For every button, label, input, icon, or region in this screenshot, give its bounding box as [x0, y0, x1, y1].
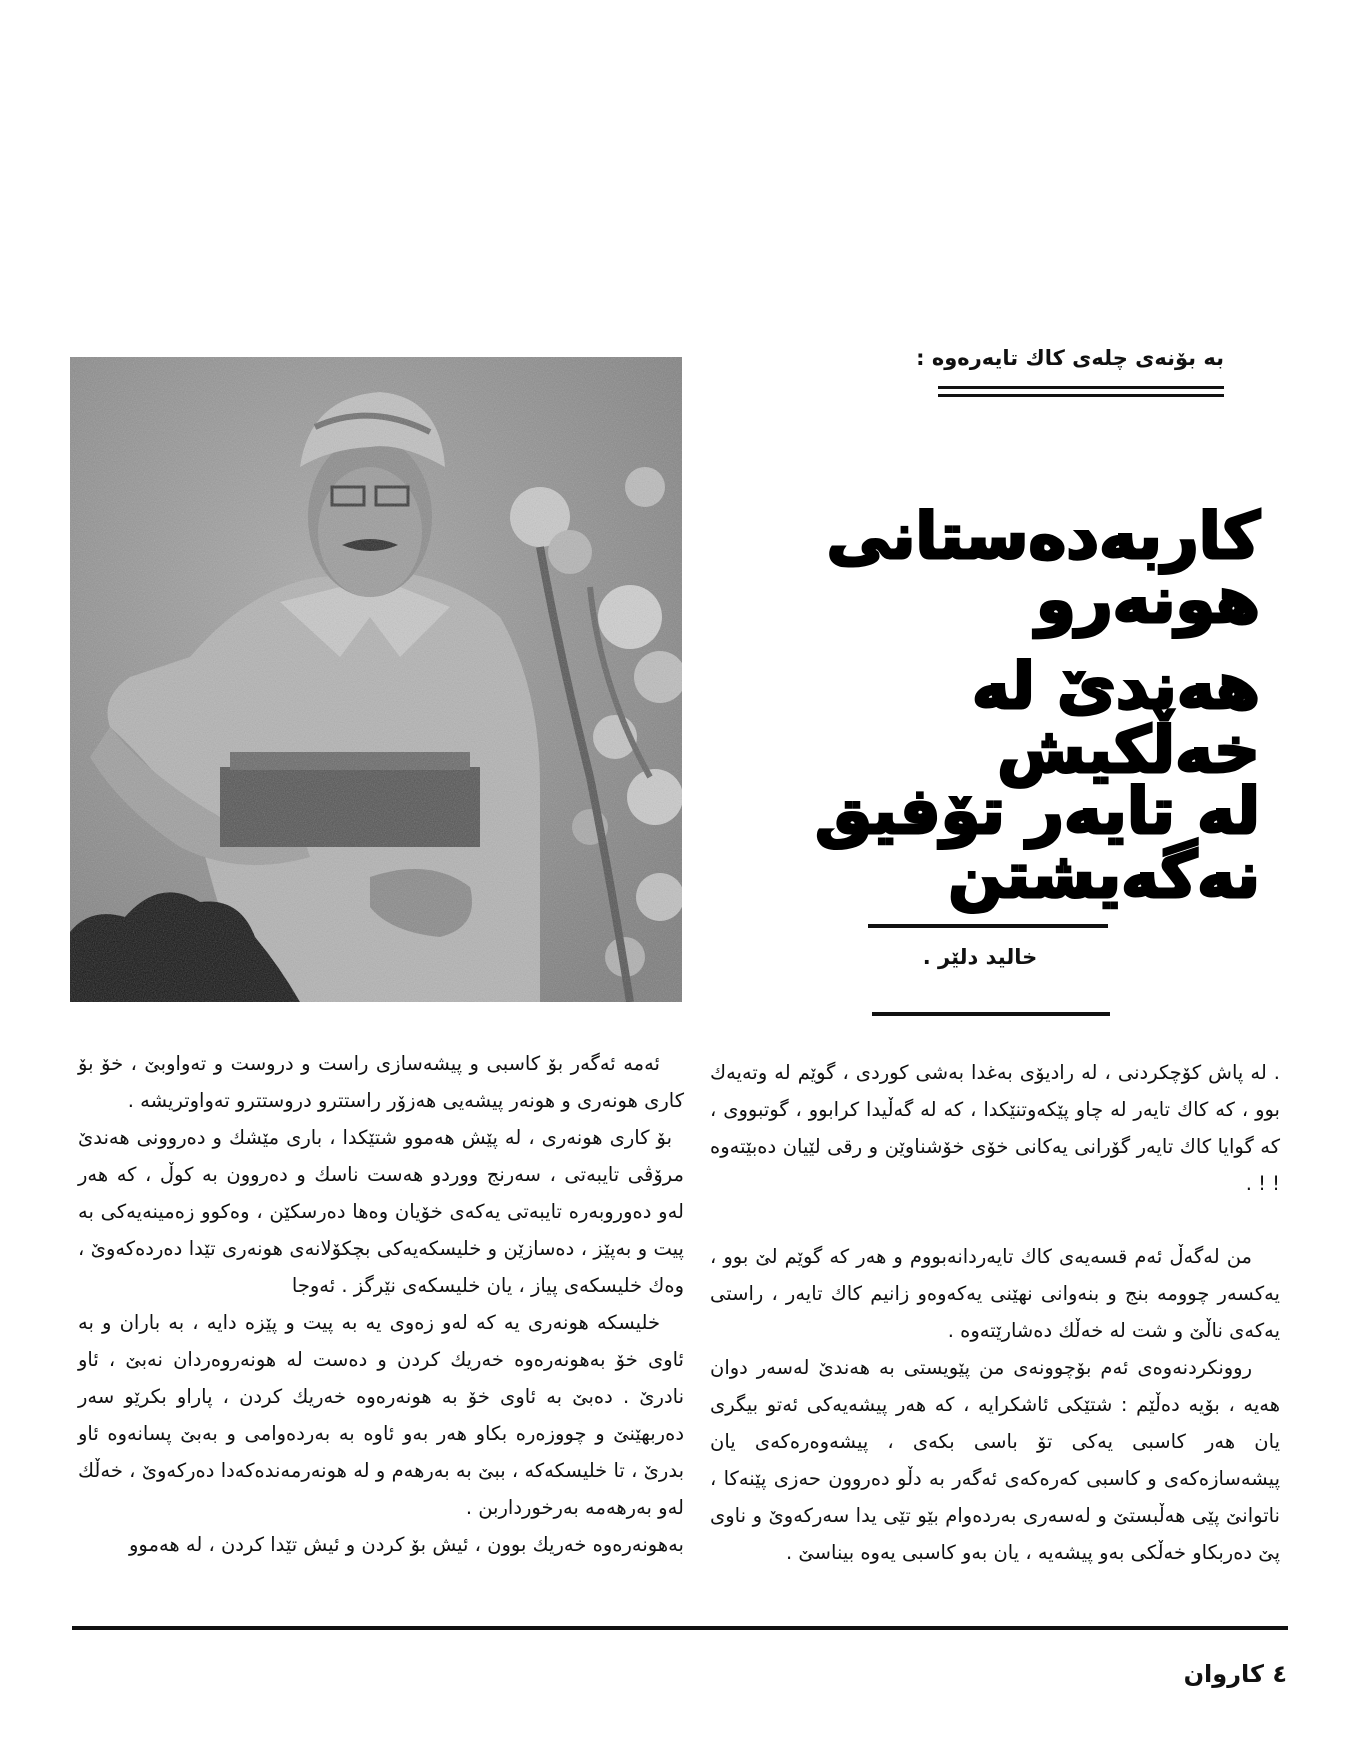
paragraph: روونکردنەوەی ئەم بۆچوونەی من پێویستی بە هەندێ لەسەر دوان هەیە ، بۆیە دەڵێم : شتێکی ئاشکرایە ، کە هەر پیشەیەکی ئەتو بیگری یان هەر کاسبی یەکی تۆ باسی بکەی ، پیشەوەرەکەی یان پیشەسازەکەی و کاسبی کەرەکەی ئەگەر بە دڵو دەروون حەزی پێنەکا ، ناتوانێ پێی هەڵبستێ و لەسەری بەردەوام بێو تێی یدا سەرکەوێ و ناوی پێ دەربکاو خەڵکی بەو پیشەیە ، یان بەو کاسبی یەوە بیناسێ .: [710, 1356, 1280, 1564]
portrait-photo: [70, 357, 682, 1002]
author-byline: خالید دلێر .: [922, 945, 1038, 969]
paragraph: . لە پاش کۆچکردنی ، لە رادیۆی بەغدا بەشی کوردی ، گوێم لە وتەیەك بوو ، کە کاك تایەر لە چاو پێکەوتنێکدا ، کە لە گەڵیدا کرابوو ، گوتبووی ، کە گوایا کاك تایەر گۆرانی یەکانی خۆی خۆشناوێن و رقی لێیان دەبێتەوە ! ! .: [710, 1061, 1280, 1195]
paragraph: من لەگەڵ ئەم قسەیەی کاك تایەردانەبووم و هەر کە گوێم لێ بوو ، یەکسەر چوومە بنج و بنەوانی نهێنی یەکەوەو زانیم کاك تایەر ، راستی یەکەی ناڵێ و شت لە خەڵك دەشارێتەوە .: [710, 1245, 1280, 1342]
byline-rule-top: [868, 924, 1108, 928]
article-column-right: [710, 1054, 1280, 1571]
paragraph: خلیسکە هونەری یە کە لەو زەوی یە بە پیت و پێزە دایە ، بە باران و بە ئاوی خۆ بەهونەرەوە خەریك کردن و دەست لە هونەروەردان نەبێ ، ئاو نادرێ . دەبێ بە ئاوی خۆ بە هونەرەوە خەریك کردن ، پاراو بکرێو سەر دەربهێنێ و چووزەرە بکاو هەر بەو ئاوە بە بەردەوامی و بەبێ پسانەوە ئاو بدرێ ، تا خلیسکەکە ، ببێ بە بەرهەم و لە هونەرمەندەکەدا دەرکەوێ ، خەڵك لەو بەرهەمە بەرخورداربن .: [78, 1311, 684, 1519]
byline-rule-bottom: [872, 1012, 1110, 1016]
kicker-rule-top: [938, 386, 1224, 389]
footer-rule: [72, 1626, 1288, 1630]
headline-line-3: لە تایەر تۆفیق نەگەیشتن: [814, 775, 1260, 913]
kicker-rule-bottom: [938, 394, 1224, 397]
paragraph: بۆ کاری هونەری ، لە پێش هەموو شتێکدا ، باری مێشك و دەروونی هەندێ مرۆڤی تایبەتی ، سەرنج ووردو هەست ناسك و دەروون بە کوڵ ، کە هەر لەو دەوروبەرە تایبەتی یەکەی خۆیان وەها دەرسکێن ، وەکوو زەمینەیەکی بە پیت و بەپێز ، دەسازێن و خلیسکەیەکی بچکۆلانەی هونەری تێدا دەردەکەوێ ، وەك خلیسکەی پیاز ، یان خلیسکەی نێرگز . ئەوجا: [78, 1126, 684, 1297]
magazine-name: کاروان: [1183, 1660, 1264, 1688]
paragraph: ئەمە ئەگەر بۆ کاسبی و پیشەسازی راست و دروست و تەواوبێ ، خۆ بۆ کاری هونەری و هونەر پیشەیی هەزۆر راستترو دروستترو تەواوتریشە .: [78, 1052, 684, 1112]
article-column-left: [78, 1045, 684, 1563]
headline-line-1: کاربەدەستانی هونەرو: [826, 500, 1260, 638]
paragraph: بەهونەرەوە خەریك بوون ، ئیش بۆ کردن و ئیش تێدا کردن ، لە هەموو: [129, 1533, 684, 1556]
portrait-illustration: [70, 357, 682, 1002]
page-number: ٤: [1272, 1660, 1287, 1688]
headline-line-2: هەندێ لە خەڵکیش: [972, 650, 1260, 788]
article-kicker: به بۆنەی چلەی کاك تایەرەوە :: [916, 346, 1224, 370]
page-footer: [1184, 1660, 1287, 1688]
